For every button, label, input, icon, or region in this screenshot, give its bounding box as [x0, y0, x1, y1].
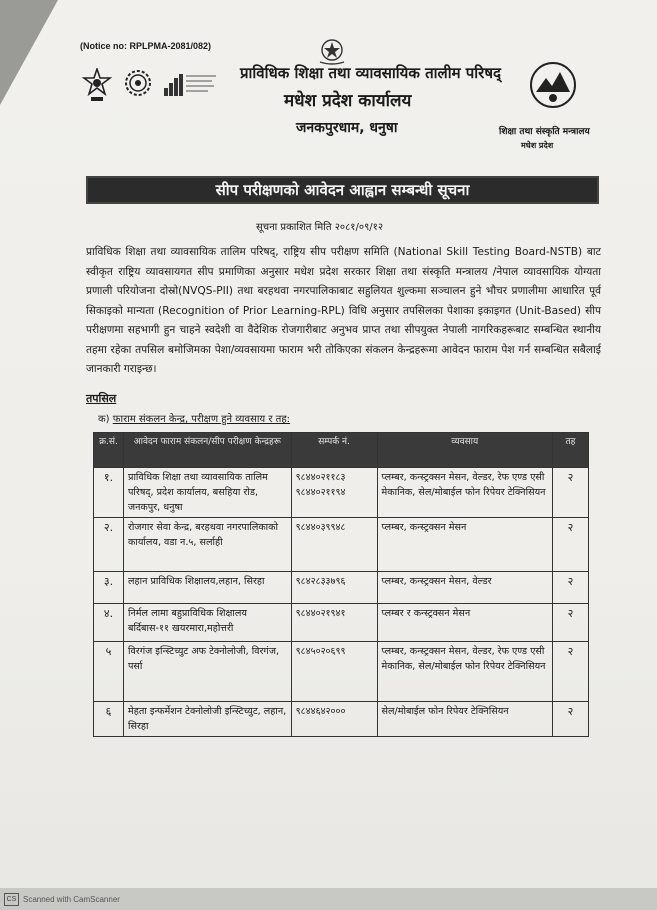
section-label: तपसिल	[86, 392, 117, 405]
notice-number: (Notice no: RPLPMA-2081/082)	[80, 41, 212, 51]
notice-title-banner	[86, 176, 599, 204]
row-contact	[291, 702, 377, 737]
row-trades: प्लम्बर, कन्स्ट्रक्सन मेसन, वेल्डर, रेफ एण्ड एसी मेकानिक, सेल/मोबाईल फोन रिपेयर टेक्निसियन	[377, 468, 553, 518]
row-serial: ५	[94, 642, 124, 702]
ministry-province: मधेश प्रदेश	[521, 141, 554, 150]
header-contact: सम्पर्क नं.	[291, 433, 377, 468]
subheading-text: फाराम संकलन केन्द्र, परीक्षण हुने व्यवसाय र तह:	[112, 414, 291, 425]
row-contact	[291, 468, 377, 518]
row-level: २	[553, 604, 589, 642]
row-serial: १.	[94, 468, 124, 518]
nepal-star-emblem-icon	[82, 68, 112, 104]
government-emblem-icon	[316, 38, 348, 66]
row-serial: ४.	[94, 604, 124, 642]
row-contact	[291, 642, 377, 702]
table-row	[94, 468, 589, 518]
header-trade: व्यवसाय	[377, 433, 553, 468]
row-center: रोजगार सेवा केन्द्र, बरहथवा नगरपालिकाको कार्यालय, वडा न.५, सर्लाही	[123, 518, 291, 572]
row-serial: ६	[94, 702, 124, 737]
row-contact	[291, 518, 377, 572]
subheading-prefix: क)	[98, 414, 110, 425]
row-level: २	[553, 702, 589, 737]
header-center: आवेदन फाराम संकलन/सीप परीक्षण केन्द्रहरू	[123, 433, 291, 468]
row-center: निर्मल लामा बहुप्राविधिक शिक्षालय बर्दिबास-११ खयरमारा,महोत्तरी	[123, 604, 291, 642]
table-row	[94, 702, 589, 737]
scan-corner-shadow	[0, 0, 58, 105]
office-location: जनकपुरधाम, धनुषा	[296, 120, 398, 136]
header-level: तह	[553, 433, 589, 468]
contact-number: ९८४५०२०६९९	[295, 646, 346, 657]
contact-number: ९८४४६४२०००	[295, 706, 346, 717]
row-level: २	[553, 468, 589, 518]
row-trades: सेल/मोबाईल फोन रिपेयर टेक्निसियन	[377, 702, 553, 737]
office-name: मधेश प्रदेश कार्यालय	[284, 91, 412, 111]
row-trades: प्लम्बर, कन्स्ट्रक्सन मेसन	[377, 518, 553, 572]
row-contact	[291, 604, 377, 642]
table-row	[94, 572, 589, 604]
notice-title: सीप परीक्षणको आवेदन आह्वान सम्बन्धी सूचना	[215, 181, 470, 199]
contact-number: ९८४४०२११९४	[295, 487, 346, 498]
row-trades: प्लम्बर र कन्स्ट्रक्सन मेसन	[377, 604, 553, 642]
contact-number: ९८४४०३९९४८	[295, 522, 346, 533]
row-trades: प्लम्बर, कन्स्ट्रक्सन मेसन, वेल्डर, रेफ एण्ड एसी मेकानिक, सेल/मोबाईल फोन रिपेयर टेक्निसियन	[377, 642, 553, 702]
table-row	[94, 604, 589, 642]
notice-body-text: प्राविधिक शिक्षा तथा व्यावसायिक तालिम परिषद्, राष्ट्रिय सीप परीक्षण समिति (National Skill Testing Board-NSTB) बाट स्वीकृत राष्ट्रिय व्यावसायगत सीप प्रमाणिका अनुसार मधेश प्रदेश सरकार शिक्षा तथा संस्कृति मन्त्रालय /नेपाल व्यावसायिक योग्यता प्रणाली परियोजना दोस्रो(NVQS-PII) तथा बरहथवा नगरपालिकाबाट सहुलियत शुल्कमा सञ्चालन हुने भौचर प्रणालीमा आधारित पूर्व सिकाइको मान्यता (Recognition of Prior Learning-RPL) विधि अनुसार तपसिलका पेशाका इकाइगत (Unit-Based) सीप परीक्षणमा सहभागी हुन चाहने स्वदेशी वा वैदेशिक रोजगारीबाट अनुभव प्राप्त तथा सीपयुक्त नेपाली नागरिकहरूबाट सम्बन्धित स्थानीय तहमा रहेका तपसिल बमोजिमका पेशा/व्यवसायमा फाराम भरी तोकिएका संकलन केन्द्रहरूमा आवेदन फाराम पेश गर्न सम्बन्धित सबैलाई जानकारी गराइन्छ।	[86, 246, 601, 375]
table-subheading	[98, 411, 290, 425]
camscanner-icon: CS	[4, 893, 19, 906]
contact-number: ९८४२८३३७९६	[295, 576, 346, 587]
row-level: २	[553, 572, 589, 604]
row-center: प्राविधिक शिक्षा तथा व्यावसायिक तालिम परिषद्, प्रदेश कार्यालय, बसहिया रोड, जनकपुर, धनुषा	[123, 468, 291, 518]
ministry-name: शिक्षा तथा संस्कृति मन्त्रालय	[499, 127, 590, 137]
council-name: प्राविधिक शिक्षा तथा व्यावसायिक तालीम परिषद्	[240, 64, 501, 82]
table-row	[94, 642, 589, 702]
row-contact	[291, 572, 377, 604]
row-level: २	[553, 642, 589, 702]
header-serial: क्र.सं.	[94, 433, 124, 468]
row-center: लहान प्राविधिक शिक्षालय,लहान, सिरहा	[123, 572, 291, 604]
contact-number: ९८४४०२१९४१	[295, 608, 346, 619]
row-level: २	[553, 518, 589, 572]
scanner-watermark: Scanned with CamScanner	[23, 894, 120, 904]
ctevt-seal-icon	[124, 69, 152, 97]
publish-date: सूचना प्रकाशित मिति २०८१/०९/१२	[256, 222, 384, 233]
ministry-emblem-icon	[528, 60, 578, 110]
row-center: मेहता इन्फर्मेशन टेक्नोलोजी इन्स्टिच्युट, लहान, सिरहा	[123, 702, 291, 737]
row-center: विरगंज इन्स्टिच्युट अफ टेक्नोलोजी, विरगंज, पर्सा	[123, 642, 291, 702]
table-row	[94, 518, 589, 572]
table-header-row	[94, 433, 589, 468]
row-serial: ३.	[94, 572, 124, 604]
nvqs-logo-icon	[162, 70, 218, 100]
testing-centers-table	[93, 432, 589, 737]
contact-number: ९८४४०२११८३	[295, 472, 346, 483]
row-serial: २.	[94, 518, 124, 572]
row-trades: प्लम्बर, कन्स्ट्रक्सन मेसन, वेल्डर	[377, 572, 553, 604]
scanner-footer	[0, 888, 657, 910]
